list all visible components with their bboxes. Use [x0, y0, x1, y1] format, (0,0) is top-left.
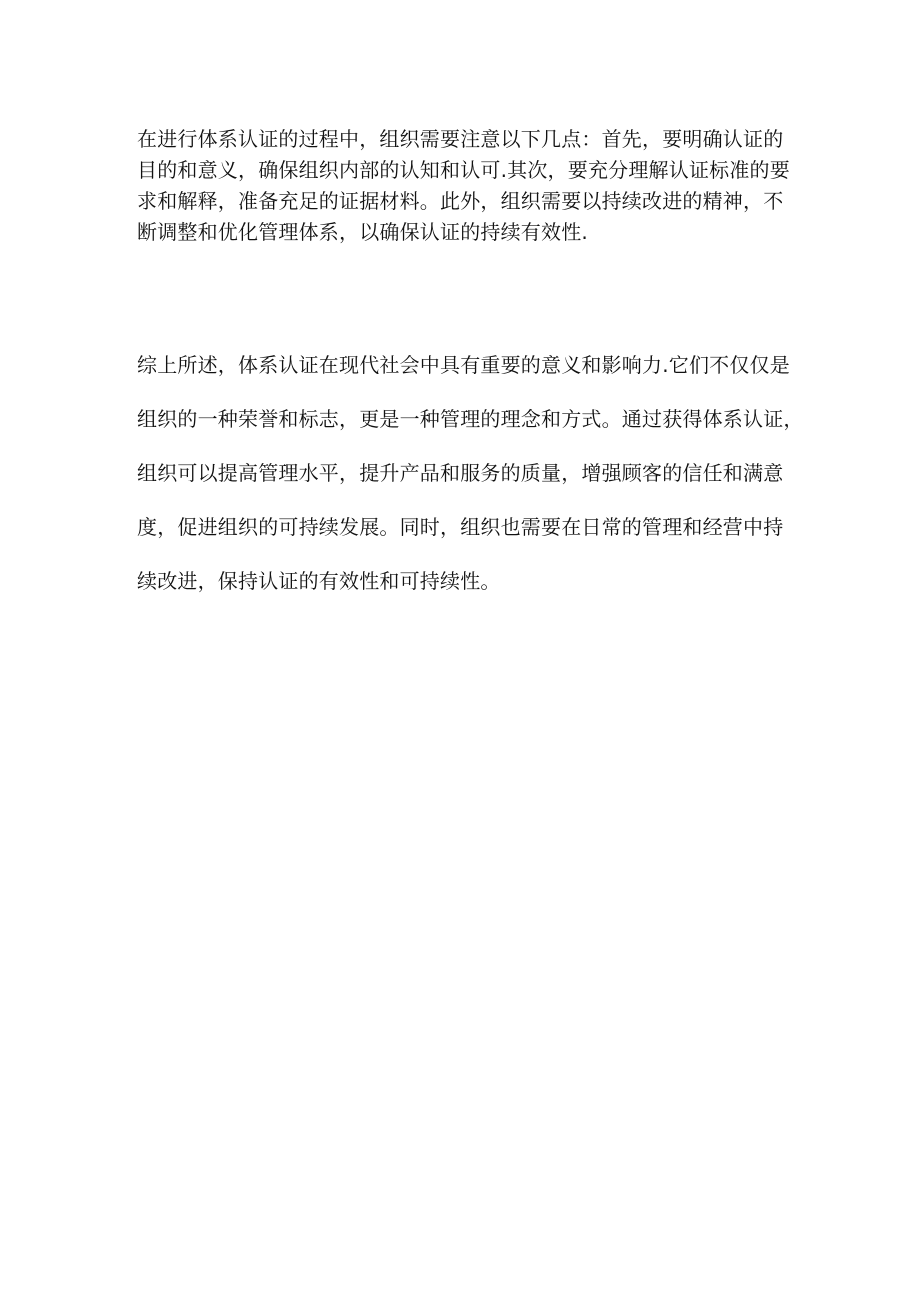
paragraph-line: 求和解释，准备充足的证据材料。此外，组织需要以持续改进的精神，不 [137, 189, 784, 213]
paragraph-line: 在进行体系认证的过程中，组织需要注意以下几点：首先，要明确认证的 [137, 127, 784, 151]
paragraph-certification-considerations [137, 124, 790, 248]
paragraph-line: 度，促进组织的可持续发展。同时，组织也需要在日常的管理和经营中持 [137, 515, 784, 539]
paragraph-line: 综上所述，体系认证在现代社会中具有重要的意义和影响力.它们不仅仅是 [137, 353, 790, 377]
paragraph-line: 组织可以提高管理水平，提升产品和服务的质量，增强顾客的信任和满意 [137, 461, 784, 485]
paragraph-line: 续改进，保持认证的有效性和可持续性。 [137, 569, 501, 593]
paragraph-line: 组织的一种荣誉和标志，更是一种管理的理念和方式。通过获得体系认证， [137, 407, 804, 431]
paragraph-conclusion [137, 338, 804, 608]
paragraph-line: 断调整和优化管理体系，以确保认证的持续有效性. [137, 220, 588, 244]
paragraph-line: 目的和意义，确保组织内部的认知和认可.其次，要充分理解认证标准的要 [137, 158, 790, 182]
